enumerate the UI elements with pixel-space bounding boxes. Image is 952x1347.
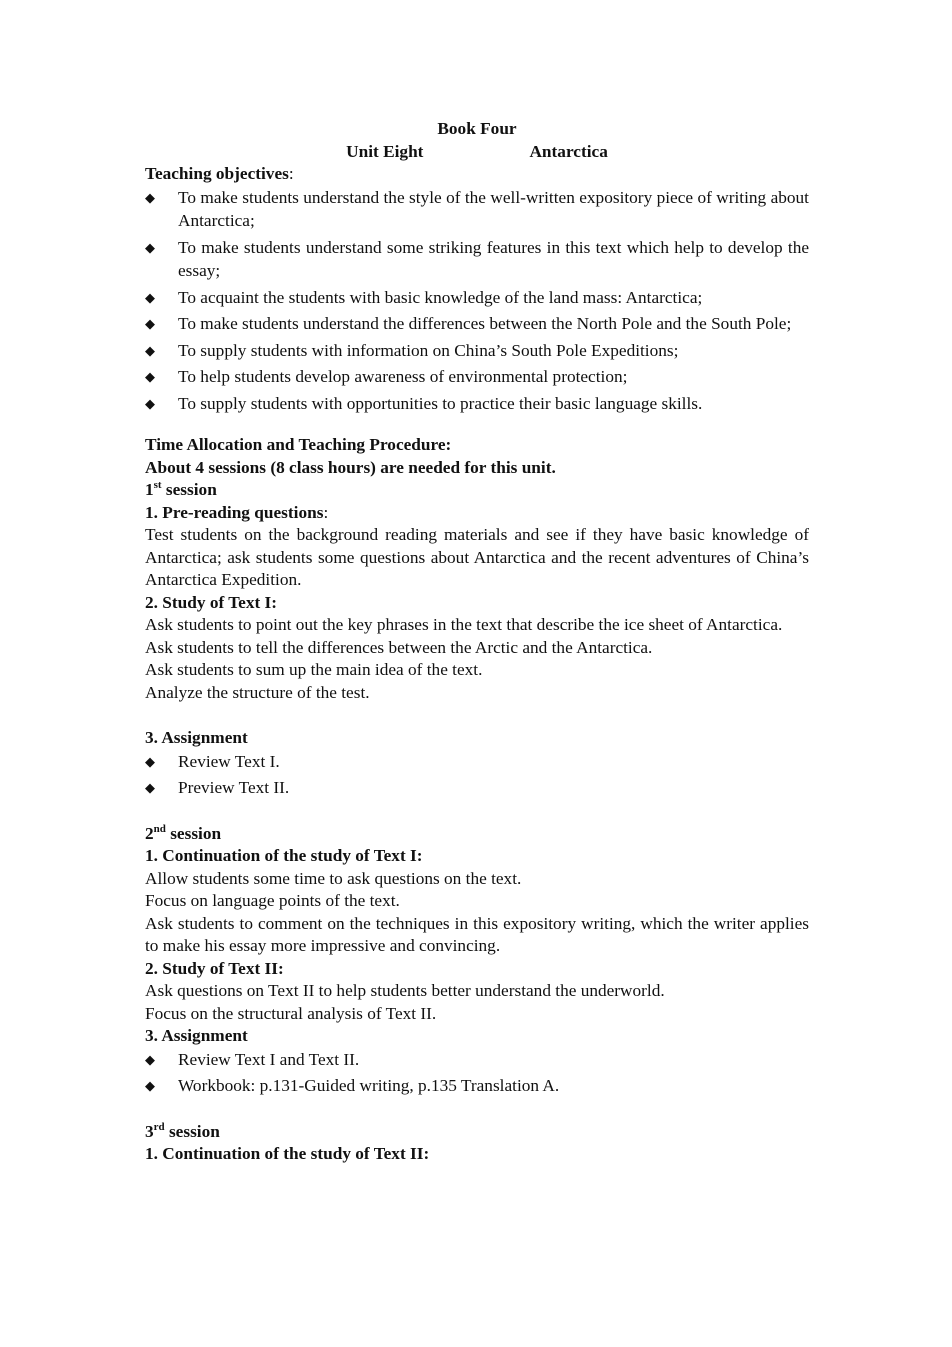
objective-item: ◆ To make students understand some striking features in this text which help to develop the essay;	[145, 236, 809, 283]
session2-heading: 2nd session	[145, 822, 222, 843]
study-line: Ask questions on Text II to help students better understand the underworld.	[145, 981, 665, 1000]
continuation-line: Ask students to comment on the techniques in this expository writing, which the writer applies to make his essay more impressive and convincing.	[145, 913, 809, 955]
spacer	[145, 704, 809, 727]
continuation-line: Focus on language points of the text.	[145, 891, 400, 910]
assignment-item: ◆ Workbook: p.131-Guided writing, p.135 Translation A.	[145, 1074, 809, 1098]
pre-reading-heading: 1. Pre-reading questions	[145, 502, 324, 522]
continuation-text2-heading: 1. Continuation of the study of Text II:	[145, 1144, 430, 1163]
unit-topic: Antarctica	[529, 141, 608, 161]
allocation-heading: Time Allocation and Teaching Procedure:	[145, 435, 452, 454]
objective-item: ◆ To make students understand the style of the well-written expository piece of writing about Antarctica;	[145, 186, 809, 233]
assignment2-heading: 3. Assignment	[145, 1026, 248, 1045]
objective-item: ◆ To supply students with information on China’s South Pole Expeditions;	[145, 339, 809, 363]
pre-reading-heading-line: 1. Pre-reading questions:	[145, 502, 329, 522]
objective-item: ◆ To acquaint the students with basic knowledge of the land mass: Antarctica;	[145, 286, 809, 310]
spacer	[145, 803, 809, 823]
session3-heading: 3rd session	[145, 1120, 220, 1141]
spacer	[145, 1101, 809, 1121]
study-line: Analyze the structure of the test.	[145, 682, 370, 702]
objectives-heading-line: Teaching objectives:	[145, 164, 294, 183]
unit-title-line	[145, 141, 809, 164]
assignment-item: ◆ Preview Text II.	[145, 776, 809, 800]
allocation-summary: About 4 sessions (8 class hours) are needed for this unit.	[145, 457, 556, 477]
pre-reading-text: Test students on the background reading materials and see if they have basic knowledge of Antarctica; ask students some questions about Antarctica and the recent adventures of China’s Antarctica Expedition.	[145, 525, 809, 589]
objectives-list	[145, 186, 809, 416]
assignment-item: ◆ Review Text I and Text II.	[145, 1048, 809, 1072]
study-line: Focus on the structural analysis of Text II.	[145, 1003, 437, 1023]
objective-item: ◆ To make students understand the differences between the North Pole and the South Pole;	[145, 312, 809, 336]
spacer	[145, 418, 809, 434]
continuation-text1-heading: 1. Continuation of the study of Text I:	[145, 846, 423, 865]
unit-number: Unit Eight	[346, 141, 424, 161]
assignment2-list	[145, 1048, 809, 1098]
objectives-heading: Teaching objectives	[145, 164, 289, 183]
objective-item: ◆ To help students develop awareness of environmental protection;	[145, 365, 809, 389]
study-line: Ask students to sum up the main idea of the text.	[145, 660, 483, 679]
assignment1-heading: 3. Assignment	[145, 728, 248, 747]
study-line: Ask students to tell the differences between the Arctic and the Antarctica.	[145, 637, 653, 657]
study-text2-heading: 2. Study of Text II:	[145, 958, 284, 978]
assignment-item: ◆ Review Text I.	[145, 750, 809, 774]
study-text1-heading: 2. Study of Text I:	[145, 592, 278, 612]
book-title: Book Four	[437, 119, 517, 138]
objective-item: ◆ To supply students with opportunities to practice their basic language skills.	[145, 392, 809, 416]
continuation-line: Allow students some time to ask questions on the text.	[145, 868, 522, 888]
assignment1-list	[145, 750, 809, 800]
study-line: Ask students to point out the key phrases in the text that describe the ice sheet of Antarctica.	[145, 615, 783, 634]
session1-heading: 1st session	[145, 479, 217, 499]
document-page	[145, 118, 809, 1166]
